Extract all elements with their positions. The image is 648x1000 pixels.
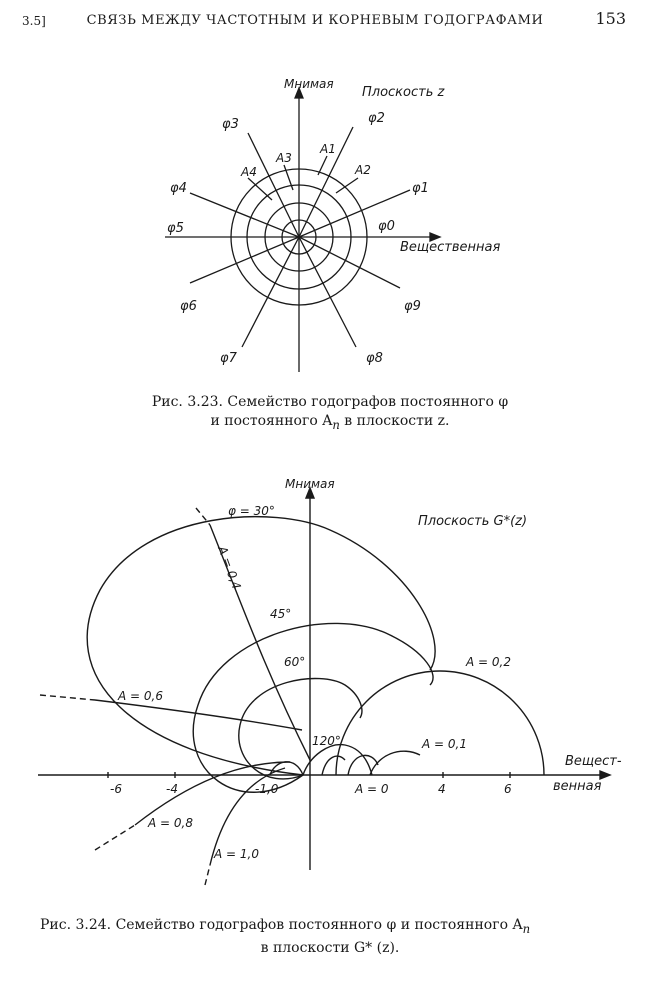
a-label: A = 0,6 xyxy=(118,689,163,703)
phi-label: φ5 xyxy=(167,221,184,236)
a-1.0-dash xyxy=(205,865,210,885)
caption-3-23 xyxy=(110,393,550,435)
phi-30-curve xyxy=(87,517,435,775)
phase-ray xyxy=(190,237,299,283)
phase-ray xyxy=(299,237,400,288)
tick-label: -1,0 xyxy=(255,782,279,796)
phi-label: φ9 xyxy=(404,299,421,314)
plane-label: Плоскость z xyxy=(362,85,445,100)
tick-label: -6 xyxy=(110,782,122,796)
tick-label: 6 xyxy=(504,782,512,796)
caption-line: и постоянного A xyxy=(210,413,333,429)
phi-label: φ4 xyxy=(170,181,187,196)
tick-label: A = 0 xyxy=(355,782,389,796)
tick-label: -4 xyxy=(166,782,178,796)
phi-label: φ6 xyxy=(180,299,197,314)
a-label: A4 xyxy=(241,165,257,179)
a-0.6-dash xyxy=(40,695,95,700)
phi-label: φ = 30° xyxy=(228,504,275,518)
phi-label: 45° xyxy=(270,607,292,621)
phase-ray xyxy=(190,193,299,237)
imag-axis-label: Мнимая xyxy=(284,77,334,91)
section-number: 3.5] xyxy=(22,14,46,28)
figure-3-24 xyxy=(0,470,648,910)
a-label: A = 0,4 xyxy=(215,544,244,592)
phase-ray xyxy=(299,237,356,347)
caption-3-24 xyxy=(40,916,620,958)
plane-label: Плоскость G*(z) xyxy=(418,514,528,529)
caption-subscript: n xyxy=(522,921,531,936)
caption-subscript: n xyxy=(332,417,340,432)
real-axis-label: Вещественная xyxy=(400,240,501,255)
real-axis-label: венная xyxy=(553,779,602,794)
a-label: A = 0,8 xyxy=(148,816,193,830)
phi-label: φ3 xyxy=(222,117,239,132)
small-loop xyxy=(348,755,378,775)
phi-label: φ0 xyxy=(378,219,395,234)
page-number: 153 xyxy=(595,9,626,28)
phi-45-curve xyxy=(193,623,433,792)
phi-60-curve xyxy=(239,678,362,778)
a-leader xyxy=(318,156,327,175)
phi-label: φ7 xyxy=(220,351,237,366)
phase-ray xyxy=(242,237,299,347)
caption-line: в плоскости G* (z). xyxy=(260,939,400,956)
caption-line: в плоскости z. xyxy=(339,413,450,429)
real-axis-arrow xyxy=(600,771,610,779)
a-label: A = 1,0 xyxy=(214,847,259,861)
phi-label: φ8 xyxy=(366,351,383,366)
a-0.2-circle xyxy=(336,671,544,775)
phi-label: 120° xyxy=(312,734,341,748)
a-label: A3 xyxy=(276,151,292,165)
tick-label: 4 xyxy=(438,782,446,796)
imag-axis-label: Мнимая xyxy=(285,477,335,491)
phi-label: 60° xyxy=(284,655,306,669)
small-loop xyxy=(322,756,345,775)
a-leader xyxy=(336,178,358,193)
real-axis-label: Вещест- xyxy=(565,754,622,769)
figure-3-23 xyxy=(0,0,648,390)
a-label: A = 0,2 xyxy=(466,655,511,669)
phi-label: φ1 xyxy=(412,181,429,196)
caption-line: Рис. 3.23. Семейство годографов постоянного φ xyxy=(151,394,509,410)
a-label: A1 xyxy=(320,142,336,156)
a-0.8-dash xyxy=(95,825,135,850)
running-head: СВЯЗЬ МЕЖДУ ЧАСТОТНЫМ И КОРНЕВЫМ ГОДОГРАФАМИ xyxy=(86,13,544,28)
a-label: A = 0,1 xyxy=(422,737,467,751)
caption-line: Рис. 3.24. Семейство годографов постоянного φ и постоянного A xyxy=(40,917,523,933)
phi-label: φ2 xyxy=(368,111,385,126)
a-label: A2 xyxy=(355,163,371,177)
a-0.1-circle xyxy=(370,751,420,775)
